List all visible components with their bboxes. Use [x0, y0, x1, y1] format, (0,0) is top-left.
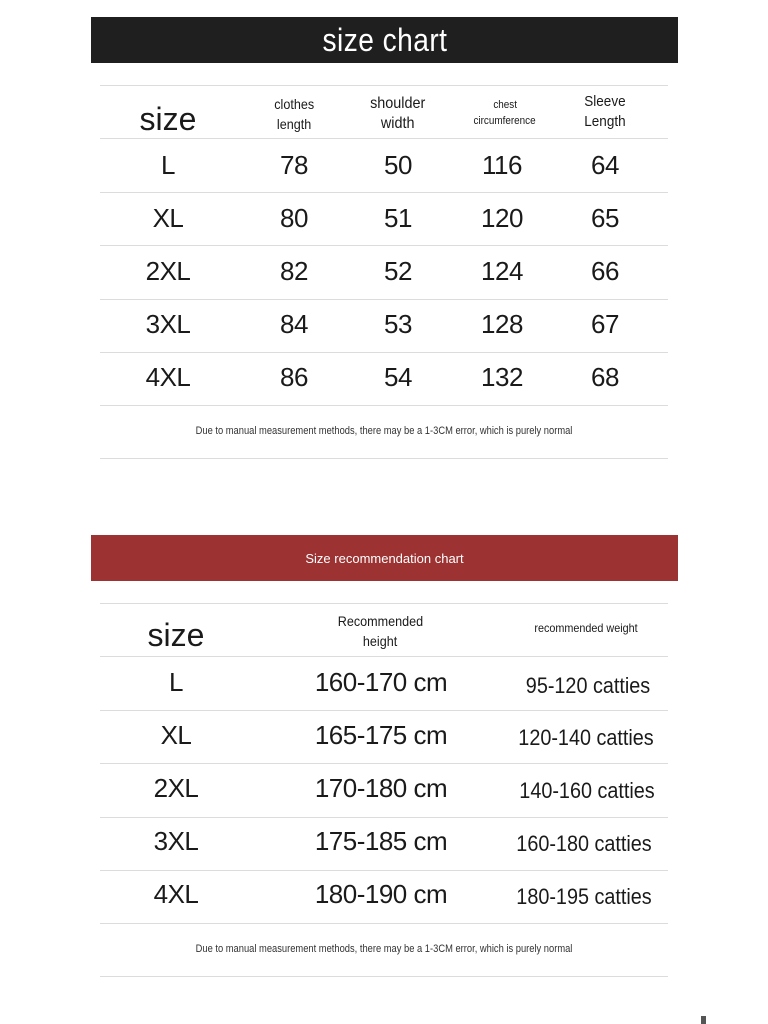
chest-cell: 116: [482, 149, 522, 180]
divider: [100, 85, 668, 86]
length-cell: 86: [280, 361, 308, 392]
size-header: size: [139, 100, 197, 137]
rec-size-header: size: [147, 616, 205, 653]
sleeve-cell: 64: [591, 149, 619, 180]
shoulder-cell: 50: [384, 149, 412, 180]
size-cell: L: [161, 149, 175, 180]
measurement-note: Due to manual measurement methods, there may be a 1-3CM error, which is purely normal: [195, 943, 573, 955]
shoulder-cell: 51: [384, 202, 412, 233]
shoulder-header: shoulder width: [370, 95, 426, 132]
divider: [100, 763, 668, 764]
rec-size-cell: 3XL: [153, 825, 199, 856]
shoulder-cell: 52: [384, 255, 412, 286]
corner-mark: [701, 1016, 706, 1024]
rec-weight-header: recommended weight: [534, 621, 638, 635]
recommendation-title-banner: [91, 535, 678, 581]
divider: [100, 817, 668, 818]
rec-height-cell: 160-170 cm: [314, 666, 448, 697]
sleeve-cell: 66: [591, 255, 619, 286]
divider: [100, 870, 668, 871]
chest-cell: 128: [481, 308, 523, 339]
chest-cell: 132: [481, 361, 523, 392]
chest-cell: 124: [481, 255, 523, 286]
measurement-note: Due to manual measurement methods, there may be a 1-3CM error, which is purely normal: [195, 425, 573, 437]
sleeve-header: Sleeve Length: [584, 93, 626, 130]
recommendation-title: Size recommendation chart: [305, 550, 464, 566]
rec-weight-cell: 180-195 catties: [516, 884, 652, 909]
divider: [100, 603, 668, 604]
divider: [100, 245, 668, 246]
divider: [100, 405, 668, 406]
size-cell: XL: [152, 202, 184, 233]
divider: [100, 710, 668, 711]
rec-height-header: Recommended height: [337, 613, 423, 649]
divider: [100, 923, 668, 924]
rec-size-cell: 4XL: [153, 878, 199, 909]
divider: [100, 192, 668, 193]
rec-weight-cell: 140-160 catties: [519, 778, 655, 803]
rec-weight-cell: 160-180 catties: [516, 831, 652, 856]
rec-height-cell: 165-175 cm: [314, 719, 448, 750]
size-chart-title-banner: [91, 17, 678, 63]
size-cell: 3XL: [145, 308, 191, 339]
sleeve-cell: 67: [591, 308, 619, 339]
rec-weight-cell: 120-140 catties: [518, 725, 654, 750]
rec-size-cell: XL: [160, 719, 192, 750]
chest-cell: 120: [481, 202, 523, 233]
divider: [100, 656, 668, 657]
rec-height-cell: 170-180 cm: [314, 772, 448, 803]
divider: [100, 458, 668, 459]
size-cell: 4XL: [145, 361, 191, 392]
length-cell: 82: [280, 255, 308, 286]
divider: [100, 138, 668, 139]
size-chart-title: size chart: [322, 21, 447, 58]
rec-size-cell: L: [169, 666, 183, 697]
sleeve-cell: 68: [591, 361, 619, 392]
chest-header: chest circumference: [473, 99, 537, 127]
divider: [100, 976, 668, 977]
rec-size-cell: 2XL: [153, 772, 199, 803]
rec-height-cell: 175-185 cm: [314, 825, 448, 856]
sleeve-cell: 65: [591, 202, 619, 233]
rec-height-cell: 180-190 cm: [314, 878, 448, 909]
shoulder-cell: 53: [384, 308, 412, 339]
length-cell: 78: [280, 149, 308, 180]
length-cell: 84: [280, 308, 308, 339]
rec-weight-cell: 95-120 catties: [525, 673, 651, 698]
length-header: clothes length: [274, 96, 314, 132]
shoulder-cell: 54: [384, 361, 412, 392]
size-cell: 2XL: [145, 255, 191, 286]
divider: [100, 352, 668, 353]
length-cell: 80: [280, 202, 308, 233]
divider: [100, 299, 668, 300]
